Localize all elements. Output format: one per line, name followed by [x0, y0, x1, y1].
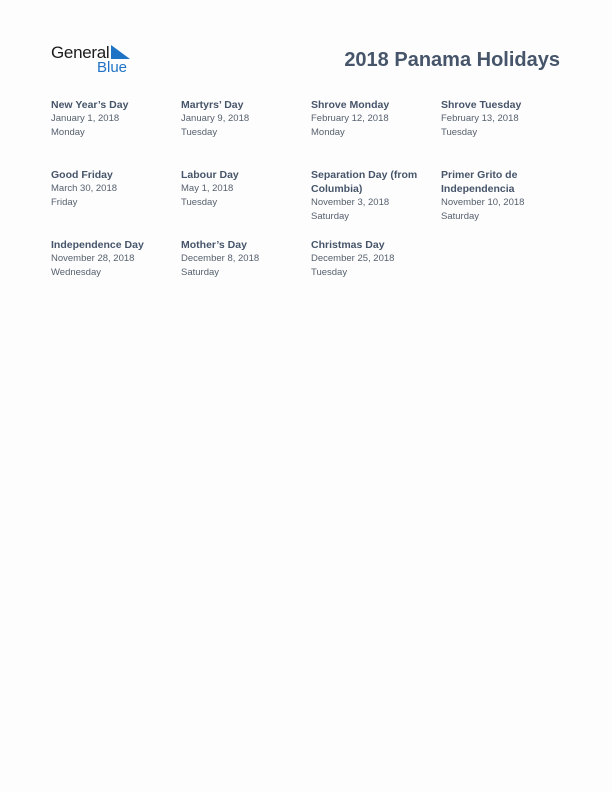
logo-word-general: General [51, 43, 110, 62]
holiday-weekday: Saturday [441, 210, 480, 222]
holiday-date: May 1, 2018 [181, 183, 234, 194]
holiday-weekday: Friday [51, 196, 78, 208]
holiday-name: Good Friday [51, 169, 113, 181]
holiday-item [441, 168, 541, 223]
holiday-date: February 13, 2018 [441, 113, 519, 124]
holiday-date: November 3, 2018 [311, 197, 390, 208]
holiday-name: Shrove Monday [311, 99, 390, 111]
holiday-date: January 9, 2018 [181, 113, 250, 124]
holiday-weekday: Tuesday [181, 126, 218, 138]
holiday-name: Independence Day [51, 239, 144, 251]
holiday-weekday: Tuesday [311, 266, 348, 278]
holiday-weekday: Wednesday [51, 266, 101, 278]
holiday-weekday: Saturday [311, 210, 350, 222]
holiday-item [181, 98, 303, 139]
holiday-weekday: Saturday [181, 266, 220, 278]
holiday-date: December 8, 2018 [181, 253, 260, 264]
holiday-weekday: Monday [311, 126, 345, 138]
holiday-item [311, 238, 433, 279]
holiday-item [51, 168, 173, 209]
holiday-date: January 1, 2018 [51, 113, 120, 124]
holiday-item [51, 238, 173, 279]
holiday-name: New Year’s Day [51, 99, 129, 111]
holiday-item [311, 168, 429, 223]
page-title: 2018 Panama Holidays [344, 49, 560, 71]
holiday-item [181, 168, 303, 209]
holiday-date: December 25, 2018 [311, 253, 395, 264]
generalblue-logo [51, 43, 141, 77]
logo-triangle-icon [111, 45, 131, 59]
holiday-date: November 10, 2018 [441, 197, 525, 208]
holiday-name: Martyrs’ Day [181, 99, 244, 111]
holiday-item [441, 98, 563, 139]
holiday-name: Separation Day (from Columbia) [311, 169, 418, 195]
holiday-name: Shrove Tuesday [441, 99, 522, 111]
holiday-weekday: Tuesday [441, 126, 478, 138]
holiday-date: February 12, 2018 [311, 113, 389, 124]
holiday-date: March 30, 2018 [51, 183, 118, 194]
holiday-date: November 28, 2018 [51, 253, 135, 264]
holiday-name: Primer Grito de Independencia [441, 169, 518, 195]
holiday-item [181, 238, 303, 279]
holiday-item [51, 98, 173, 139]
holiday-name: Mother’s Day [181, 239, 247, 251]
holiday-weekday: Tuesday [181, 196, 218, 208]
holiday-weekday: Monday [51, 126, 85, 138]
holiday-name: Labour Day [181, 169, 239, 181]
logo-word-blue: Blue [97, 59, 128, 76]
holiday-item [311, 98, 433, 139]
holiday-name: Christmas Day [311, 239, 385, 251]
